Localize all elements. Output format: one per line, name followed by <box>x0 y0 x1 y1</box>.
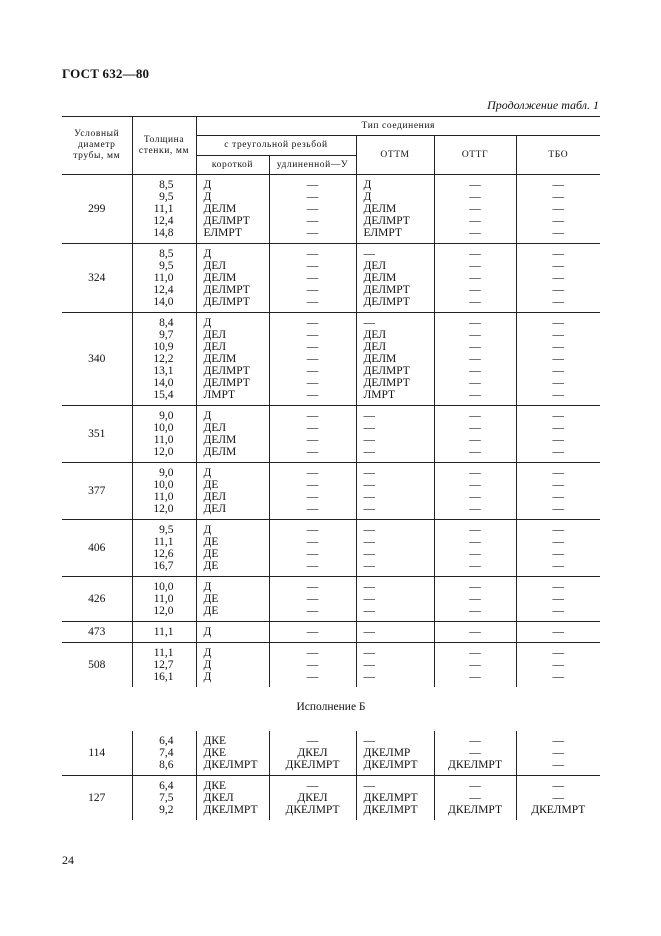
col-header-connection-type: Тип соединения <box>196 117 600 136</box>
cell-extended: — — — — <box>269 463 356 520</box>
cell-short: ДКЕ ДКЕЛ ДКЕЛМРТ <box>196 776 269 821</box>
cell-ottg: — — — — — <box>434 244 516 313</box>
table-row <box>62 776 600 821</box>
cell-diameter: 299 <box>62 175 132 244</box>
page-number: 24 <box>62 853 74 867</box>
table-body-version-a <box>62 175 600 688</box>
cell-extended: — — — — <box>269 520 356 577</box>
cell-short: Д ДЕЛ ДЕЛМ ДЕЛМ <box>196 406 269 463</box>
cell-wall: 6,4 7,5 9,2 <box>132 776 196 821</box>
cell-short: ДКЕ ДКЕ ДКЕЛМРТ <box>196 731 269 776</box>
cell-extended: — <box>269 622 356 643</box>
cell-extended: — ДКЕЛ ДКЕЛМРТ <box>269 731 356 776</box>
cell-diameter: 340 <box>62 313 132 406</box>
cell-wall: 11,1 12,7 16,1 <box>132 643 196 688</box>
cell-short: Д <box>196 622 269 643</box>
cell-extended: — — — — — <box>269 244 356 313</box>
cell-diameter: 377 <box>62 463 132 520</box>
cell-extended: — ДКЕЛ ДКЕЛМРТ <box>269 776 356 821</box>
cell-ottm: Д Д ДЕЛМ ДЕЛМРТ ЕЛМРТ <box>356 175 434 244</box>
cell-extended: — — — — — — — <box>269 313 356 406</box>
cell-short: Д Д ДЕЛМ ДЕЛМРТ ЕЛМРТ <box>196 175 269 244</box>
col-header-ottg: ОТТГ <box>434 136 516 175</box>
cell-short: Д ДЕЛ ДЕЛМ ДЕЛМРТ ДЕЛМРТ <box>196 244 269 313</box>
cell-tbo: — — — — <box>516 406 600 463</box>
cell-tbo: — — — <box>552 647 565 683</box>
cell-tbo: — — — <box>516 731 600 776</box>
col-header-diameter: Условный диаметр трубы, мм <box>62 117 132 175</box>
cell-diameter: 351 <box>62 406 132 463</box>
table-row <box>62 313 600 406</box>
cell-diameter: 127 <box>62 776 132 821</box>
col-header-tbo: ТБО <box>516 136 600 175</box>
cell-wall: 9,0 10,0 11,0 12,0 <box>132 406 196 463</box>
table-row <box>62 175 600 244</box>
cell-ottm: — ДКЕЛМР ДКЕЛМРТ <box>356 731 434 776</box>
cell-ottg: — — — — <box>434 520 516 577</box>
cell-ottm: — — — — <box>356 463 434 520</box>
cell-wall: 8,5 9,5 11,0 12,4 14,0 <box>132 244 196 313</box>
cell-extended: — — — <box>269 643 356 688</box>
cell-ottm: — — — — <box>356 520 434 577</box>
cell-extended: — — — <box>269 577 356 622</box>
table-continuation-label: Продолжение табл. 1 <box>487 98 599 112</box>
cell-ottg: — — ДКЕЛМРТ <box>434 776 516 821</box>
cell-ottg: — — — — <box>434 406 516 463</box>
cell-short: Д ДЕ ДЕ ДЕ <box>196 520 269 577</box>
cell-wall: 9,0 10,0 11,0 12,0 <box>132 463 196 520</box>
cell-short: Д ДЕ ДЕ <box>196 577 269 622</box>
cell-diameter: 406 <box>62 520 132 577</box>
cell-ottm: — <box>356 622 434 643</box>
cell-wall: 9,5 11,1 12,6 16,7 <box>132 520 196 577</box>
cell-diameter: 426 <box>62 577 132 622</box>
cell-ottm: — — — <box>356 577 434 622</box>
section-b-divider <box>62 687 600 731</box>
table-row <box>62 731 600 776</box>
cell-ottg: — — — <box>434 643 516 688</box>
cell-tbo: — — — — — <box>516 244 600 313</box>
cell-short: Д ДЕЛ ДЕЛ ДЕЛМ ДЕЛМРТ ДЕЛМРТ ЛМРТ <box>196 313 269 406</box>
cell-ottm: — — — <box>356 643 434 688</box>
cell-diameter: 473 <box>62 622 132 643</box>
cell-ottm: — ДКЕЛМРТ ДКЕЛМРТ <box>356 776 434 821</box>
cell-wall: 11,1 <box>132 622 196 643</box>
cell-tbo: — — — — — — — <box>516 313 600 406</box>
cell-diameter: 114 <box>62 731 132 776</box>
cell-tbo: — — ДКЕЛМРТ <box>531 780 586 816</box>
cell-ottm: — ДЕЛ ДЕЛМ ДЕЛМРТ ДЕЛМРТ <box>356 244 434 313</box>
cell-extended: — — — — — <box>269 175 356 244</box>
cell-wall: 6,4 7,4 8,6 <box>132 731 196 776</box>
table-row <box>62 622 600 643</box>
table-row <box>62 244 600 313</box>
cell-ottg: — — — <box>434 577 516 622</box>
cell-diameter: 508 <box>62 643 132 688</box>
cell-short: Д Д Д <box>196 643 269 688</box>
col-header-ottm: ОТТМ <box>356 136 434 175</box>
cell-ottg: — <box>434 622 516 643</box>
table-row <box>62 520 600 577</box>
cell-wall: 10,0 11,0 12,0 <box>132 577 196 622</box>
cell-tbo: — — — — <box>516 463 600 520</box>
cell-diameter: 324 <box>62 244 132 313</box>
cell-ottg: — — ДКЕЛМРТ <box>434 731 516 776</box>
table-row <box>62 406 600 463</box>
table-body-version-b <box>62 731 600 820</box>
cell-ottm: — ДЕЛ ДЕЛ ДЕЛМ ДЕЛМРТ ДЕЛМРТ ЛМРТ <box>356 313 434 406</box>
cell-tbo: — — — — <box>516 520 600 577</box>
cell-short: Д ДЕ ДЕЛ ДЕЛ <box>196 463 269 520</box>
table-row <box>62 463 600 520</box>
col-header-extended: удлиненной—У <box>269 156 356 175</box>
cell-extended: — — — — <box>269 406 356 463</box>
section-b-title: Исполнение Б <box>296 701 366 713</box>
cell-ottg: — — — — — — — <box>434 313 516 406</box>
col-header-triangular-thread: с треугольной резьбой <box>196 136 356 156</box>
cell-tbo: — <box>516 622 600 643</box>
col-header-short: короткой <box>196 156 269 175</box>
pipe-connection-table <box>62 116 600 820</box>
cell-tbo: — — — <box>516 577 600 622</box>
cell-tbo: — — — — — <box>516 175 600 244</box>
cell-wall: 8,5 9,5 11,1 12,4 14,8 <box>132 175 196 244</box>
table-row <box>62 577 600 622</box>
page-header: ГОСТ 632—80 <box>62 66 150 81</box>
cell-ottm: — — — — <box>356 406 434 463</box>
cell-wall: 8,4 9,7 10,9 12,2 13,1 14,0 15,4 <box>132 313 196 406</box>
table-row <box>62 643 600 688</box>
col-header-wall-thickness: Толщина стенки, мм <box>132 117 196 175</box>
cell-ottg: — — — — — <box>434 175 516 244</box>
cell-ottg: — — — — <box>434 463 516 520</box>
